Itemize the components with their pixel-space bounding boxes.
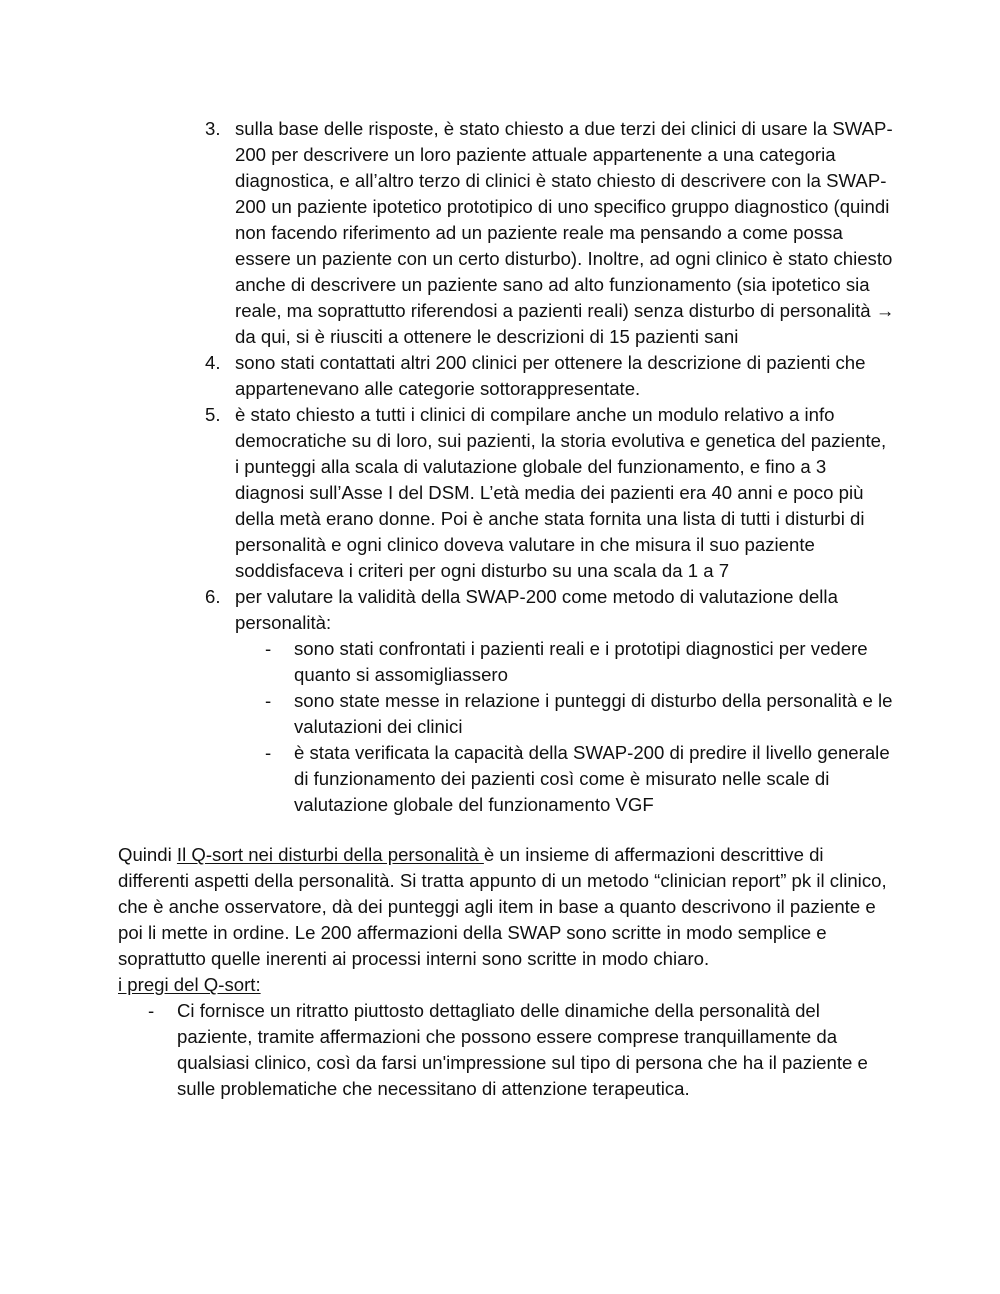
list-number: 6.: [205, 586, 221, 607]
sub-list-item: [265, 636, 895, 688]
dash-bullet: -: [148, 1000, 155, 1021]
sub-list: [265, 636, 895, 818]
dash-bullet: -: [265, 638, 272, 659]
paragraph-text: è un insieme di affermazioni descrittive di differenti aspetti della personalità. Si tratta appunto di un metodo “clinician report” pk il clinico, che è anche osservatore, dà dei punteggi agli item in base a quanto descrivono il paziente e poi li mette in ordine. Le 200 affermazioni della SWAP sono scritte in modo semplice e soprattutto quelle inerenti ai processi interni sono scritte in modo chiaro.: [118, 844, 887, 969]
list-item: [205, 402, 895, 584]
list-item-text: sulla base delle risposte, è stato chiesto a due terzi dei clinici di usare la SWAP-200 per descrivere un loro paziente attuale appartenente a una categoria diagnostica, e all’altro terzo di clinici è stato chiesto di descrivere con la SWAP-200 un paziente ipotetico prototipico di uno specifico gruppo diagnostico (quindi non facendo riferimento ad un paziente reale ma pensando a come possa essere un paziente con un certo disturbo). Inoltre, ad ogni clinico è stato chiesto anche di descrivere un paziente sano ad alto funzionamento (sia ipotetico sia reale, ma soprattutto riferendosi a pazienti reali) senza disturbo di personalità → da qui, si è riusciti a ottenere le descrizioni di 15 pazienti sani: [235, 118, 895, 347]
list-number: 5.: [205, 404, 221, 425]
pregi-list: [148, 998, 882, 1102]
list-item-text: Ci fornisce un ritratto piuttosto dettagliato delle dinamiche della personalità del paziente, tramite affermazioni che possono essere comprese tranquillamente da qualsiasi clinico, così da farsi un'impressione sul tipo di persona che ha il paziente e sulle problematiche che necessitano di attenzione terapeutica.: [177, 1000, 868, 1099]
list-item-text: per valutare la validità della SWAP-200 come metodo di valutazione della personalità:: [235, 586, 838, 633]
list-item: [148, 998, 882, 1102]
list-item-text: sono stati contattati altri 200 clinici per ottenere la descrizione di pazienti che appartenevano alle categorie sottorappresentate.: [235, 352, 866, 399]
list-number: 4.: [205, 352, 221, 373]
paragraph-lead: Quindi: [118, 844, 177, 865]
sub-list-item-text: sono state messe in relazione i punteggi di disturbo della personalità e le valutazioni dei clinici: [294, 690, 893, 737]
dash-bullet: -: [265, 742, 272, 763]
body-section: [118, 842, 888, 1102]
list-number: 3.: [205, 118, 221, 139]
list-item: [205, 584, 895, 818]
list-item-text: è stato chiesto a tutti i clinici di compilare anche un modulo relativo a info democratiche su di loro, sui pazienti, la storia evolutiva e genetica del paziente, i punteggi alla scala di valutazione globale del funzionamento, e fino a 3 diagnosi sull’Asse I del DSM. L’età media dei pazienti era 40 anni e poco più della metà erano donne. Poi è anche stata fornita una lista di tutti i disturbi di personalità e ogni clinico doveva valutare in che misura il suo paziente soddisfaceva i criteri per ogni disturbo su una scala da 1 a 7: [235, 404, 887, 581]
dash-bullet: -: [265, 690, 272, 711]
body-paragraph: [118, 842, 888, 972]
section-heading: i pregi del Q-sort:: [118, 974, 261, 995]
sub-list-item-text: sono stati confrontati i pazienti reali e i prototipi diagnostici per vedere quanto si assomigliassero: [294, 638, 868, 685]
list-item: [205, 350, 895, 402]
numbered-list: [205, 116, 895, 818]
list-item: [205, 116, 895, 350]
underlined-term: Il Q-sort nei disturbi della personalità: [176, 844, 484, 865]
sub-list-item-text: è stata verificata la capacità della SWAP-200 di predire il livello generale di funzionamento dei pazienti così come è misurato nelle scale di valutazione globale del funzionamento VGF: [294, 742, 890, 815]
sub-list-item: [265, 740, 895, 818]
sub-list-item: [265, 688, 895, 740]
